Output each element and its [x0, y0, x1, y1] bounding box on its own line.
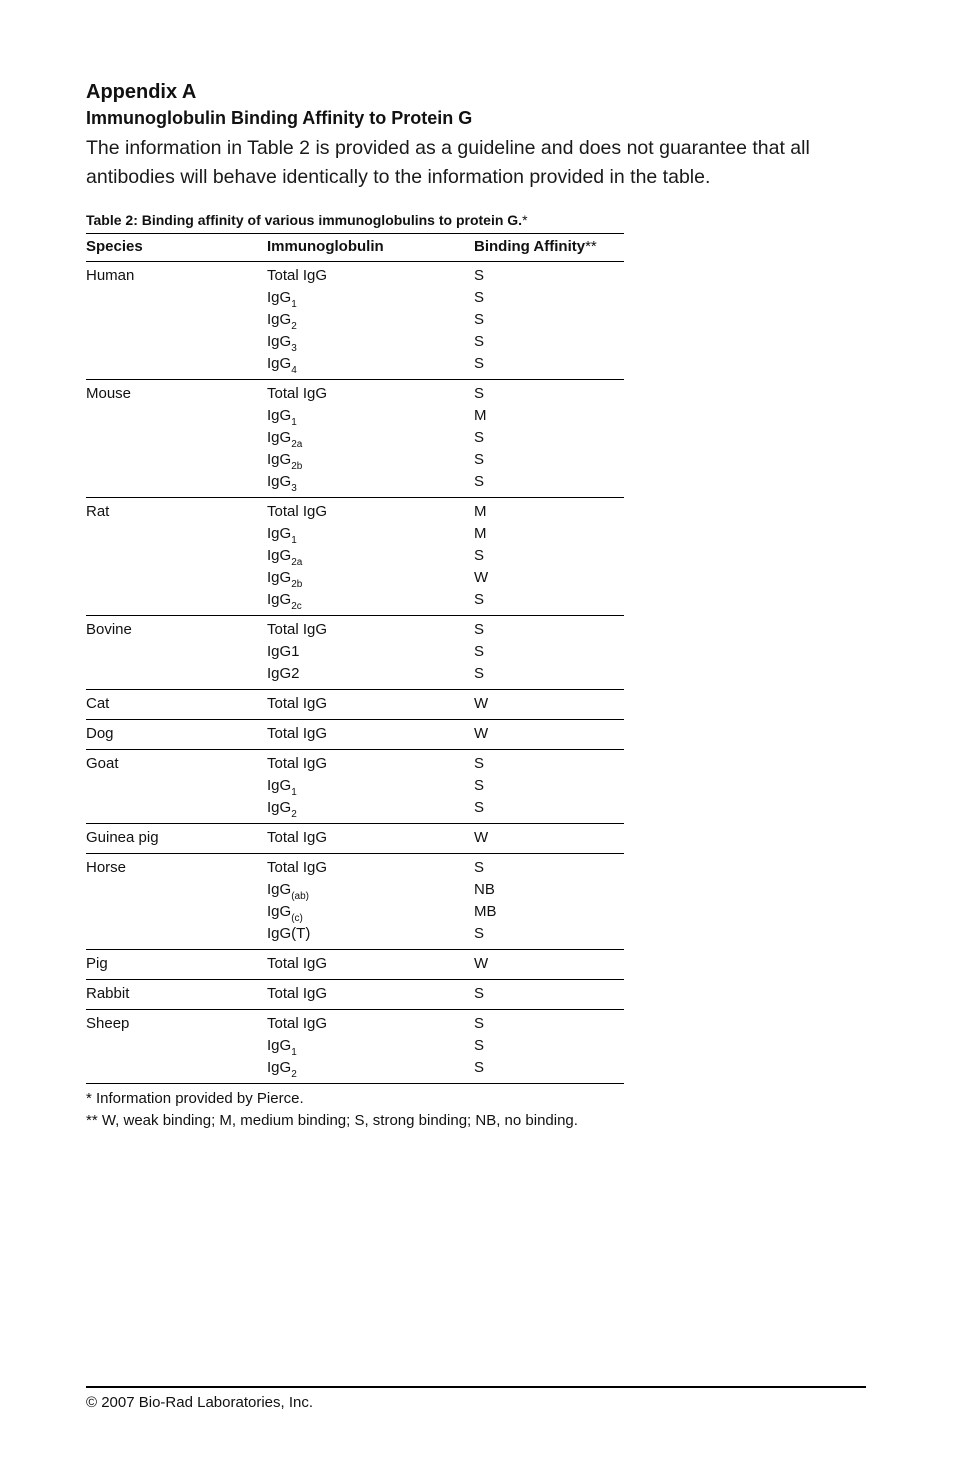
- table-row: [86, 616, 624, 690]
- species-cell: Rabbit: [86, 980, 267, 1010]
- immunoglobulin-cell: [267, 720, 474, 750]
- immunoglobulin-subclass: 2: [291, 809, 297, 820]
- header-immunoglobulin: Immunoglobulin: [267, 234, 474, 262]
- affinity-value: S: [474, 985, 485, 1002]
- immunoglobulin-base: IgG: [267, 1059, 292, 1076]
- affinity-cell: [474, 854, 624, 950]
- affinity-value: S: [474, 333, 485, 350]
- immunoglobulin-name: [267, 449, 474, 471]
- footnote-1: * Information provided by Pierce.: [86, 1090, 304, 1107]
- immunoglobulin-base: IgG1: [267, 643, 300, 660]
- affinity-value: S: [474, 755, 485, 772]
- immunoglobulin-base: IgG: [267, 407, 292, 424]
- immunoglobulin-cell: [267, 854, 474, 950]
- immunoglobulin-name: [267, 1057, 474, 1079]
- immunoglobulin-name: [267, 567, 474, 589]
- immunoglobulin-subclass: 1: [291, 1047, 297, 1058]
- immunoglobulin-subclass: 1: [291, 787, 297, 798]
- immunoglobulin-subclass: 4: [291, 365, 297, 376]
- species-cell: Goat: [86, 750, 267, 824]
- immunoglobulin-base: IgG: [267, 473, 292, 490]
- header-affinity: [474, 234, 624, 262]
- immunoglobulin-name: [267, 1035, 474, 1057]
- immunoglobulin-subclass: 2a: [291, 439, 303, 450]
- immunoglobulin-base: IgG: [267, 311, 292, 328]
- immunoglobulin-name: [267, 331, 474, 353]
- immunoglobulin-cell: [267, 1010, 474, 1084]
- immunoglobulin-subclass: 3: [291, 483, 297, 494]
- immunoglobulin-subclass: 2b: [291, 461, 303, 472]
- table-row: [86, 1010, 624, 1084]
- immunoglobulin-base: Total IgG: [267, 829, 328, 846]
- affinity-value: M: [474, 407, 487, 424]
- affinity-value: S: [474, 385, 485, 402]
- immunoglobulin-base: Total IgG: [267, 955, 328, 972]
- immunoglobulin-name: [267, 471, 474, 493]
- table-body: [86, 262, 624, 1084]
- immunoglobulin-subclass: 1: [291, 299, 297, 310]
- immunoglobulin-base: IgG: [267, 429, 292, 446]
- affinity-value: S: [474, 311, 485, 328]
- species-cell: Sheep: [86, 1010, 267, 1084]
- immunoglobulin-base: Total IgG: [267, 985, 328, 1002]
- immunoglobulin-cell: [267, 616, 474, 690]
- affinity-cell: [474, 950, 624, 980]
- immunoglobulin-base: IgG: [267, 289, 292, 306]
- immunoglobulin-base: Total IgG: [267, 725, 328, 742]
- immunoglobulin-cell: [267, 950, 474, 980]
- table-caption-text: Table 2: Binding affinity of various immunoglobulins to protein G.: [86, 212, 523, 228]
- affinity-value: S: [474, 799, 485, 816]
- immunoglobulin-subclass: (ab): [291, 891, 309, 902]
- affinity-value: S: [474, 925, 485, 942]
- immunoglobulin-base: Total IgG: [267, 755, 328, 772]
- affinity-cell: [474, 380, 624, 498]
- footnotes: [86, 1088, 866, 1132]
- table-row: [86, 720, 624, 750]
- immunoglobulin-base: IgG: [267, 333, 292, 350]
- immunoglobulin-base: IgG: [267, 903, 292, 920]
- header-affinity-mark: **: [585, 238, 597, 255]
- immunoglobulin-base: Total IgG: [267, 859, 328, 876]
- immunoglobulin-base: IgG: [267, 569, 292, 586]
- footnote-2: ** W, weak binding; M, medium binding; S, strong binding; NB, no binding.: [86, 1112, 578, 1129]
- immunoglobulin-name: [267, 501, 474, 523]
- intro-paragraph: The information in Table 2 is provided as a guideline and does not guarantee that all antibodies will behave identically to the information provided in the table.: [86, 137, 810, 188]
- species-cell: Dog: [86, 720, 267, 750]
- affinity-value: S: [474, 859, 485, 876]
- affinity-value: S: [474, 643, 485, 660]
- affinity-value: S: [474, 621, 485, 638]
- affinity-value: S: [474, 591, 485, 608]
- affinity-cell: [474, 750, 624, 824]
- affinity-cell: [474, 498, 624, 616]
- immunoglobulin-subclass: 3: [291, 343, 297, 354]
- immunoglobulin-base: Total IgG: [267, 503, 328, 520]
- immunoglobulin-subclass: 2c: [291, 601, 302, 612]
- affinity-value: M: [474, 503, 487, 520]
- immunoglobulin-name: [267, 693, 474, 715]
- immunoglobulin-base: Total IgG: [267, 621, 328, 638]
- species-cell: Pig: [86, 950, 267, 980]
- immunoglobulin-base: IgG: [267, 547, 292, 564]
- immunoglobulin-name: [267, 309, 474, 331]
- immunoglobulin-base: Total IgG: [267, 267, 328, 284]
- immunoglobulin-name: [267, 983, 474, 1005]
- footer-copyright: © 2007 Bio-Rad Laboratories, Inc.: [86, 1394, 314, 1411]
- immunoglobulin-subclass: 2b: [291, 579, 303, 590]
- immunoglobulin-name: [267, 723, 474, 745]
- affinity-value: S: [474, 1015, 485, 1032]
- affinity-value: W: [474, 955, 489, 972]
- header-species: Species: [86, 234, 267, 262]
- species-cell: Horse: [86, 854, 267, 950]
- immunoglobulin-base: IgG: [267, 525, 292, 542]
- immunoglobulin-base: IgG: [267, 1037, 292, 1054]
- immunoglobulin-base: IgG: [267, 799, 292, 816]
- affinity-value: S: [474, 473, 485, 490]
- immunoglobulin-name: [267, 857, 474, 879]
- affinity-value: S: [474, 289, 485, 306]
- affinity-cell: [474, 690, 624, 720]
- affinity-value: M: [474, 525, 487, 542]
- table-row: [86, 690, 624, 720]
- immunoglobulin-subclass: 2: [291, 1069, 297, 1080]
- appendix-title: Appendix A: [86, 81, 197, 103]
- table-header-row: [86, 234, 624, 262]
- affinity-cell: [474, 1010, 624, 1084]
- affinity-value: W: [474, 829, 489, 846]
- affinity-value: W: [474, 695, 489, 712]
- immunoglobulin-base: Total IgG: [267, 385, 328, 402]
- affinity-value: MB: [474, 903, 497, 920]
- species-cell: Guinea pig: [86, 824, 267, 854]
- immunoglobulin-base: IgG: [267, 355, 292, 372]
- immunoglobulin-subclass: 2: [291, 321, 297, 332]
- species-cell: Mouse: [86, 380, 267, 498]
- immunoglobulin-name: [267, 287, 474, 309]
- immunoglobulin-base: IgG: [267, 591, 292, 608]
- table-row: [86, 750, 624, 824]
- affinity-value: S: [474, 355, 485, 372]
- affinity-value: W: [474, 569, 489, 586]
- immunoglobulin-base: IgG2: [267, 665, 300, 682]
- immunoglobulin-name: [267, 663, 474, 685]
- immunoglobulin-base: IgG: [267, 881, 292, 898]
- immunoglobulin-base: Total IgG: [267, 695, 328, 712]
- table-row: [86, 824, 624, 854]
- immunoglobulin-cell: [267, 980, 474, 1010]
- immunoglobulin-name: [267, 383, 474, 405]
- immunoglobulin-subclass: 1: [291, 535, 297, 546]
- affinity-value: NB: [474, 881, 495, 898]
- immunoglobulin-name: [267, 775, 474, 797]
- table-caption: [86, 210, 866, 230]
- immunoglobulin-name: [267, 797, 474, 819]
- affinity-cell: [474, 616, 624, 690]
- table-row: [86, 498, 624, 616]
- immunoglobulin-name: [267, 545, 474, 567]
- immunoglobulin-cell: [267, 824, 474, 854]
- immunoglobulin-cell: [267, 498, 474, 616]
- affinity-value: S: [474, 267, 485, 284]
- immunoglobulin-subclass: 2a: [291, 557, 303, 568]
- species-cell: Human: [86, 262, 267, 380]
- affinity-value: S: [474, 1037, 485, 1054]
- immunoglobulin-base: IgG: [267, 451, 292, 468]
- immunoglobulin-name: [267, 353, 474, 375]
- affinity-value: S: [474, 1059, 485, 1076]
- table-row: [86, 980, 624, 1010]
- immunoglobulin-name: [267, 753, 474, 775]
- table-row: [86, 950, 624, 980]
- immunoglobulin-name: [267, 589, 474, 611]
- affinity-cell: [474, 720, 624, 750]
- immunoglobulin-name: [267, 523, 474, 545]
- immunoglobulin-name: [267, 1013, 474, 1035]
- header-affinity-text: Binding Affinity: [474, 238, 586, 255]
- affinity-cell: [474, 824, 624, 854]
- affinity-value: S: [474, 451, 485, 468]
- immunoglobulin-base: Total IgG: [267, 1015, 328, 1032]
- immunoglobulin-name: [267, 879, 474, 901]
- immunoglobulin-name: [267, 901, 474, 923]
- immunoglobulin-base: IgG(T): [267, 925, 311, 942]
- table-row: [86, 854, 624, 950]
- section-title: Immunoglobulin Binding Affinity to Protein G: [86, 108, 473, 128]
- immunoglobulin-cell: [267, 750, 474, 824]
- immunoglobulin-cell: [267, 380, 474, 498]
- immunoglobulin-name: [267, 427, 474, 449]
- species-cell: Rat: [86, 498, 267, 616]
- footer-divider: [86, 1386, 866, 1388]
- affinity-value: S: [474, 547, 485, 564]
- immunoglobulin-name: [267, 827, 474, 849]
- species-cell: Bovine: [86, 616, 267, 690]
- species-cell: Cat: [86, 690, 267, 720]
- table-caption-mark: *: [522, 212, 528, 228]
- immunoglobulin-subclass: (c): [291, 913, 303, 924]
- immunoglobulin-cell: [267, 690, 474, 720]
- immunoglobulin-name: [267, 405, 474, 427]
- affinity-value: W: [474, 725, 489, 742]
- immunoglobulin-name: [267, 619, 474, 641]
- immunoglobulin-name: [267, 641, 474, 663]
- affinity-table: [86, 233, 624, 1084]
- immunoglobulin-base: IgG: [267, 777, 292, 794]
- immunoglobulin-name: [267, 953, 474, 975]
- table-row: [86, 262, 624, 380]
- table-row: [86, 380, 624, 498]
- page-content: [86, 80, 866, 1132]
- immunoglobulin-cell: [267, 262, 474, 380]
- affinity-value: S: [474, 665, 485, 682]
- affinity-value: S: [474, 777, 485, 794]
- affinity-cell: [474, 980, 624, 1010]
- immunoglobulin-name: [267, 265, 474, 287]
- affinity-value: S: [474, 429, 485, 446]
- affinity-cell: [474, 262, 624, 380]
- immunoglobulin-subclass: 1: [291, 417, 297, 428]
- immunoglobulin-name: [267, 923, 474, 945]
